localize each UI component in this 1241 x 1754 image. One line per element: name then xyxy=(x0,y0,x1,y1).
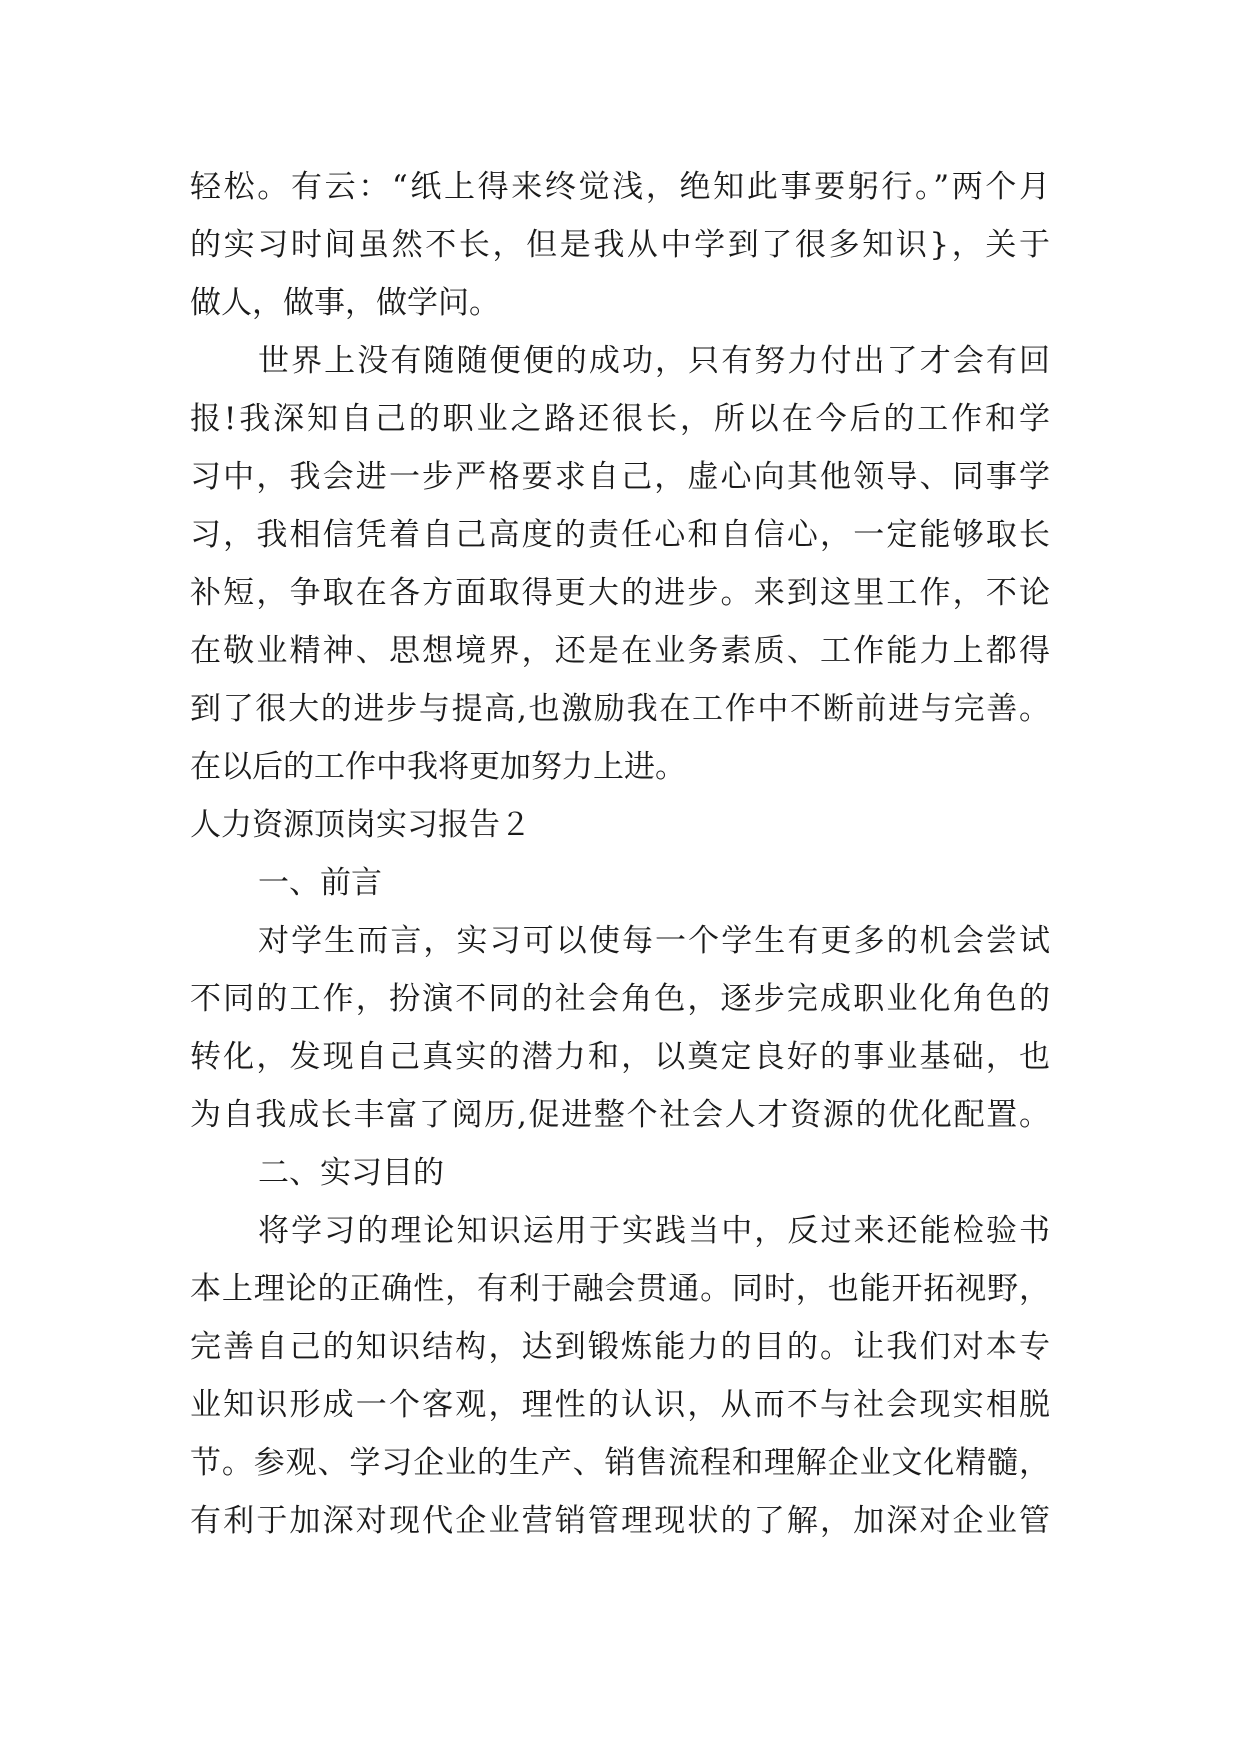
body-text-line: 业知识形成一个客观，理性的认识，从而不与社会现实相脱 xyxy=(190,1387,1050,1423)
body-text-line: 习，我相信凭着自己高度的责任心和自信心，一定能够取长 xyxy=(190,517,1050,553)
body-text-line: 转化，发现自己真实的潜力和，以奠定良好的事业基础，也 xyxy=(190,1039,1050,1075)
paragraph-first-line: 世界上没有随随便便的成功，只有努力付出了才会有回 xyxy=(258,343,1050,379)
body-text-line: 在敬业精神、思想境界，还是在业务素质、工作能力上都得 xyxy=(190,633,1050,669)
body-text-line: 不同的工作，扮演不同的社会角色，逐步完成职业化角色的 xyxy=(190,981,1050,1017)
section-heading-preface: 一、前言 xyxy=(258,865,382,901)
body-text-line: 节。参观、学习企业的生产、销售流程和理解企业文化精髓， xyxy=(190,1445,1050,1481)
body-text-line: 补短，争取在各方面取得更大的进步。来到这里工作，不论 xyxy=(190,575,1050,611)
body-text-line: 习中，我会进一步严格要求自己，虚心向其他领导、同事学 xyxy=(190,459,1050,495)
document-page xyxy=(190,158,1050,1550)
body-text-line: 完善自己的知识结构，达到锻炼能力的目的。让我们对本专 xyxy=(190,1329,1050,1365)
body-text-line: 轻松。有云：“纸上得来终觉浅，绝知此事要躬行。”两个月 xyxy=(190,169,1050,205)
body-text-line: 有利于加深对现代企业营销管理现状的了解，加深对企业管 xyxy=(190,1503,1050,1539)
paragraph-first-line: 将学习的理论知识运用于实践当中，反过来还能检验书 xyxy=(258,1213,1050,1249)
body-text-line: 到了很大的进步与提高,也激励我在工作中不断前进与完善。 xyxy=(190,691,1050,727)
body-text-line: 为自我成长丰富了阅历,促进整个社会人才资源的优化配置。 xyxy=(190,1097,1050,1133)
section-heading-purpose: 二、实习目的 xyxy=(258,1155,444,1191)
body-text-line: 报!我深知自己的职业之路还很长，所以在今后的工作和学 xyxy=(190,401,1050,437)
body-text-line: 在以后的工作中我将更加努力上进。 xyxy=(190,749,686,785)
body-text-line: 的实习时间虽然不长，但是我从中学到了很多知识}，关于 xyxy=(190,227,1050,263)
section-title: 人力资源顶岗实习报告２ xyxy=(190,807,531,843)
body-text-line: 本上理论的正确性，有利于融会贯通。同时，也能开拓视野， xyxy=(190,1271,1050,1307)
paragraph-first-line: 对学生而言，实习可以使每一个学生有更多的机会尝试 xyxy=(258,923,1050,959)
body-text-line: 做人，做事，做学问。 xyxy=(190,285,500,321)
